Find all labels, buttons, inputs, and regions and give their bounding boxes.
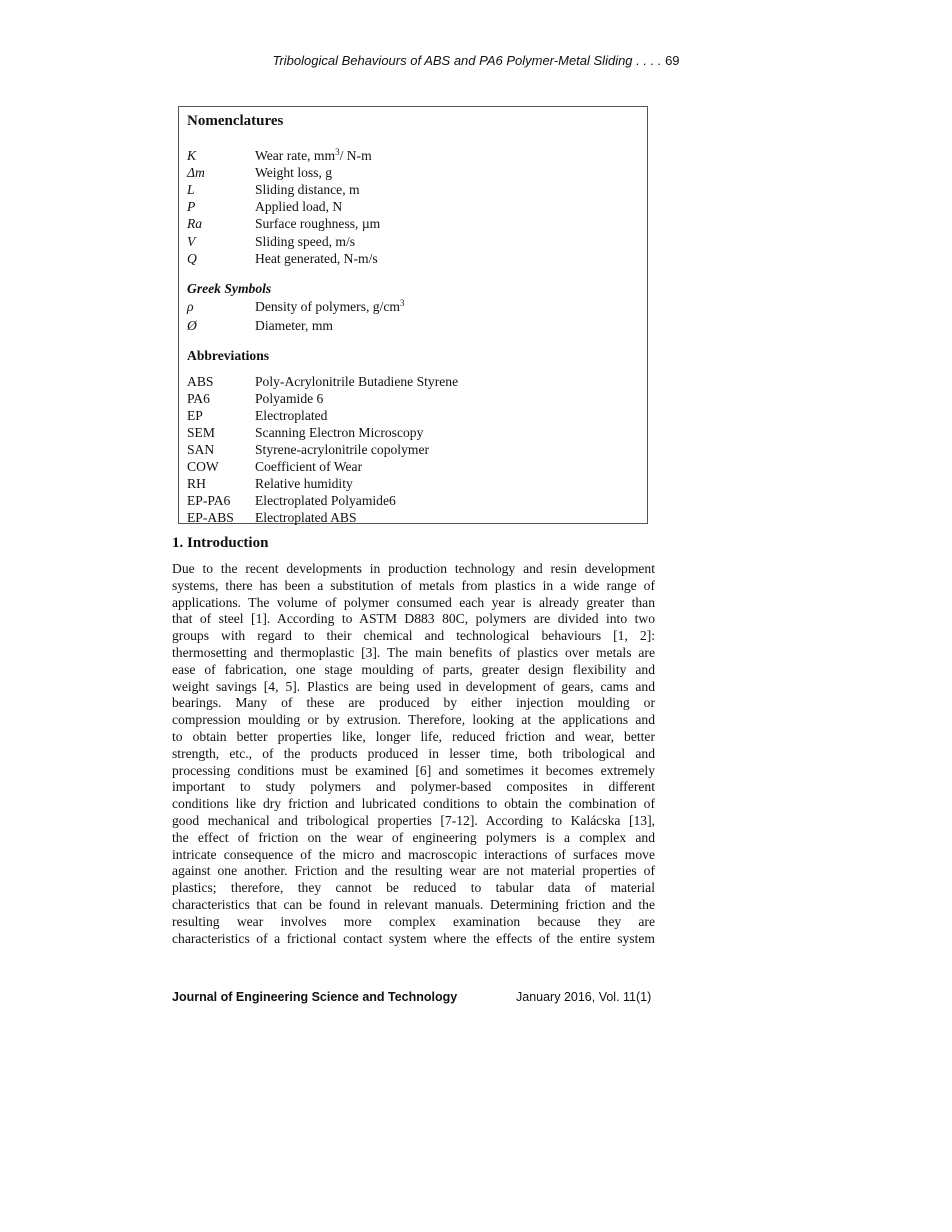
abbreviation: RH	[187, 476, 206, 491]
page-number: 69	[665, 53, 680, 68]
symbol-description: Surface roughness, µm	[255, 216, 381, 231]
body-line: characteristics that can be found in relevant manuals. Determining friction and the	[172, 896, 655, 912]
body-line: groups with regard to their chemical and technological behaviours [1, 2]:	[172, 628, 655, 644]
abbreviation: ABS	[187, 374, 214, 389]
nomenclature-box	[178, 106, 648, 524]
running-title: Tribological Behaviours of ABS and PA6 Polymer-Metal Sliding . . . .	[272, 53, 662, 68]
body-line: conditions like dry friction and lubricated conditions to obtain the combination of	[172, 796, 655, 812]
symbol: Q	[187, 251, 197, 266]
body-line: that of steel [1]. According to ASTM D883 80C, polymers are divided into two	[172, 611, 655, 627]
body-line: the effect of friction on the wear of engineering polymers is a complex and	[172, 829, 655, 845]
symbol: K	[187, 148, 197, 163]
body-line: processing conditions must be examined [6] and sometimes it becomes extremely	[172, 762, 655, 778]
symbol: Ra	[187, 216, 203, 231]
section-heading-introduction: 1. Introduction	[172, 535, 269, 551]
abbreviation: PA6	[187, 391, 210, 406]
body-line: thermosetting and thermoplastic [3]. The main benefits of plastics over metals are	[172, 644, 655, 660]
body-line: applications. The volume of polymer consumed each year is already greater than	[172, 594, 655, 610]
abbreviation: SEM	[187, 425, 215, 440]
running-header	[0, 53, 952, 68]
abbreviations-heading: Abbreviations	[187, 348, 270, 363]
body-line: weight savings [4, 5]. Plastics are being used in development of gears, cams and	[172, 678, 655, 694]
greek-symbols-heading: Greek Symbols	[187, 281, 272, 296]
introduction-body	[172, 561, 655, 947]
symbol: Ø	[187, 318, 197, 333]
body-line: Due to the recent developments in production technology and resin development	[172, 561, 655, 576]
body-line: against one another. Friction and the resulting wear are not material properties of	[172, 863, 655, 879]
symbol-description: Heat generated, N-m/s	[255, 251, 378, 266]
footer-issue: January 2016, Vol. 11(1)	[516, 990, 652, 1004]
body-line: plastics; therefore, they cannot be reduced to tabular data of material	[172, 880, 655, 896]
abbreviation-description: Styrene-acrylonitrile copolymer	[255, 442, 430, 457]
nomenclature-title: Nomenclatures	[187, 113, 284, 129]
symbol: P	[187, 199, 196, 214]
body-line: systems, there has been a substitution of metals from plastics in a wide range of	[172, 577, 655, 593]
abbreviation: COW	[187, 459, 219, 474]
abbreviation: EP-ABS	[187, 510, 234, 525]
body-line: good mechanical and tribological properties [7-12]. According to Kalácska [13],	[172, 812, 655, 828]
symbol: Δm	[187, 165, 205, 180]
abbreviation-description: Relative humidity	[255, 476, 353, 491]
body-line: important to study polymers and polymer-based composites in different	[172, 779, 655, 795]
symbol: L	[187, 182, 195, 197]
symbol-description: Density of polymers, $g/cm^3$	[255, 298, 405, 314]
abbreviation-description: Electroplated ABS	[255, 510, 357, 525]
symbol-description: Weight loss, g	[255, 165, 333, 180]
body-line: characteristics of a frictional contact system where the effects of the entire system	[172, 930, 655, 946]
abbreviation: EP	[187, 408, 203, 423]
body-line: resulting wear involves more complex examination because they are	[172, 913, 655, 929]
body-line: compression moulding or by extrusion. Therefore, looking at the applications and	[172, 712, 655, 728]
symbol-description: Applied load, N	[255, 199, 343, 214]
symbol: V	[187, 234, 196, 249]
symbol: ρ	[187, 299, 194, 314]
symbol-description: Sliding distance, m	[255, 182, 360, 197]
body-line: ease of fabrication, one stage moulding of parts, greater design flexibility and	[172, 661, 655, 677]
footer-journal: Journal of Engineering Science and Technology	[172, 990, 458, 1004]
abbreviation-description: Electroplated	[255, 408, 328, 423]
abbreviation: EP-PA6	[187, 493, 231, 508]
symbol-description: Diameter, mm	[255, 318, 333, 333]
body-line: strength, etc., of the products produced in lesser time, both tribological and	[172, 745, 655, 761]
symbol-description: Wear rate, $mm^3/$ N-m	[255, 147, 372, 163]
abbreviation-description: Scanning Electron Microscopy	[255, 425, 424, 440]
abbreviation-description: Electroplated Polyamide6	[255, 493, 396, 508]
abbreviation-description: Poly-Acrylonitrile Butadiene Styrene	[255, 374, 459, 389]
body-line: to obtain better properties like, longer life, reduced friction and wear, better	[172, 728, 655, 744]
body-line: intricate consequence of the micro and macroscopic interactions of surfaces move	[172, 846, 655, 862]
body-line: bearings. Many of these are produced by either injection moulding or	[172, 695, 655, 711]
abbreviation: SAN	[187, 442, 215, 457]
abbreviation-description: Coefficient of Wear	[255, 459, 363, 474]
symbol-description: Sliding speed, m/s	[255, 234, 356, 249]
abbreviation-description: Polyamide 6	[255, 391, 324, 406]
